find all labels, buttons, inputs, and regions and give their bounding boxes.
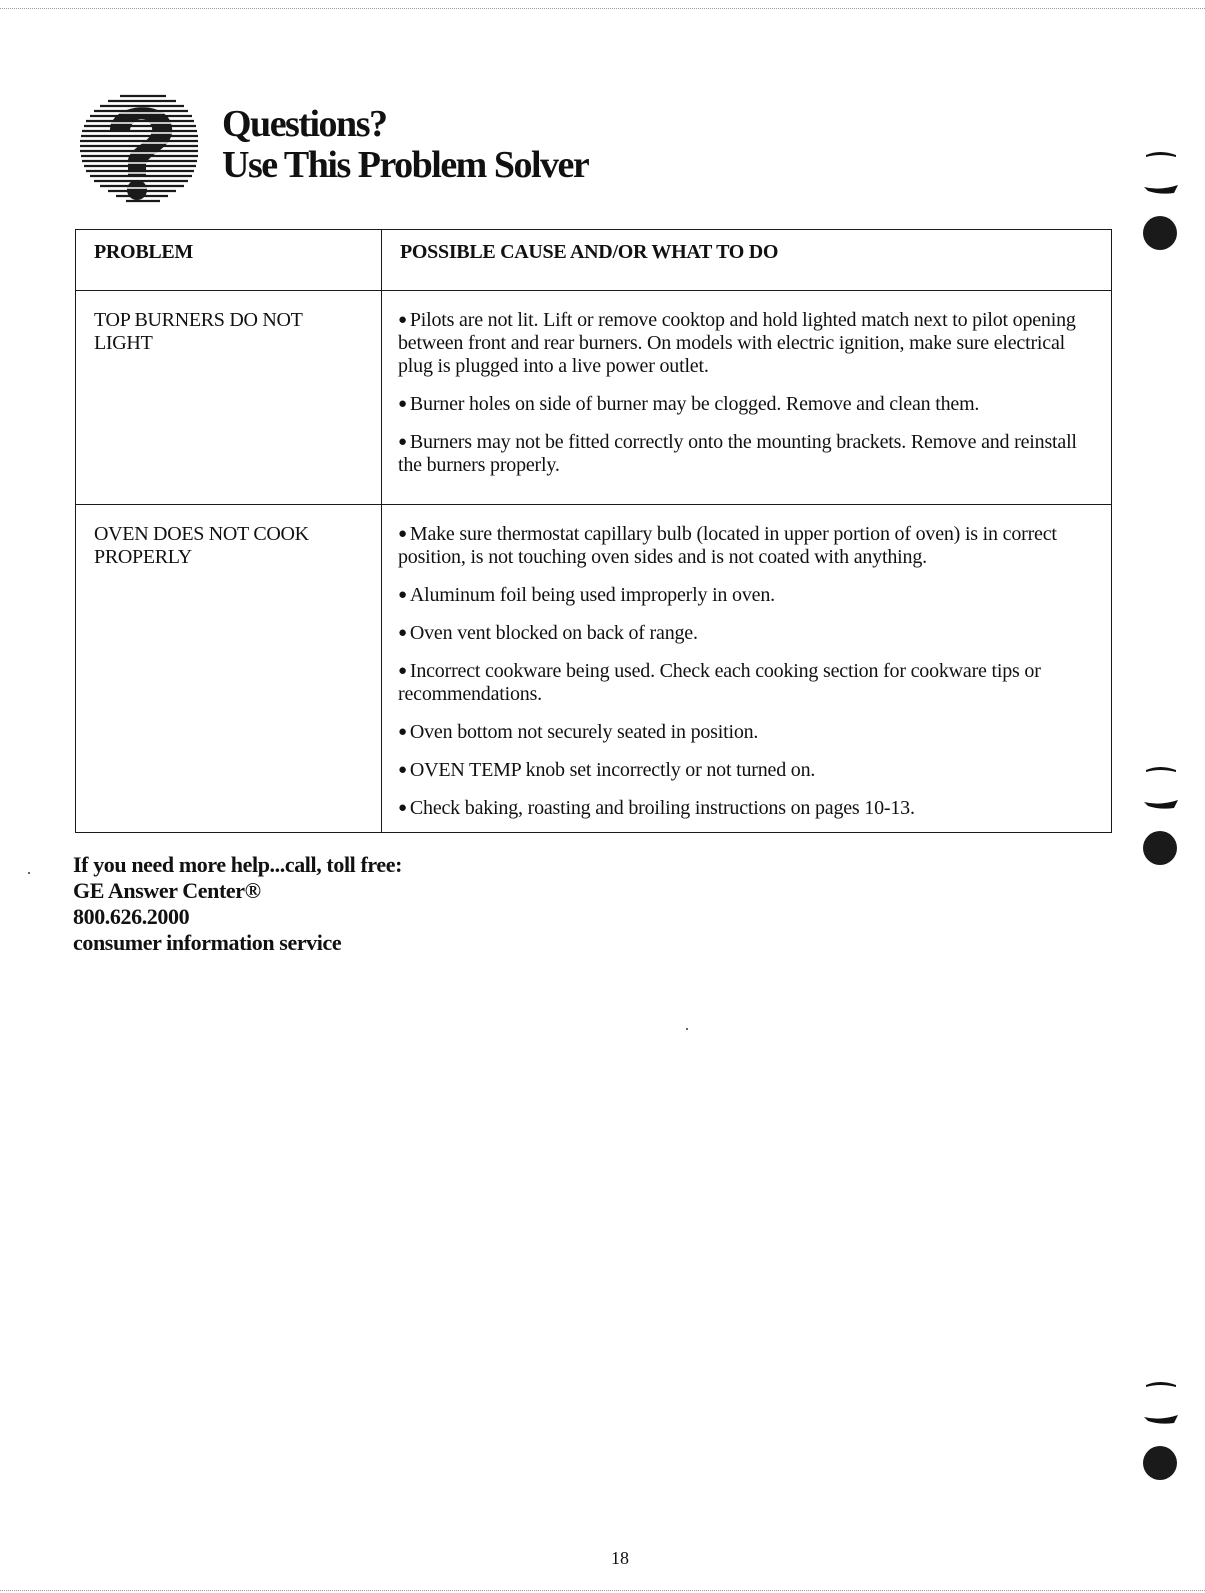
bullet-icon: ●	[398, 762, 407, 778]
problem-solver-table	[75, 229, 1112, 833]
problem-column-header: PROBLEM	[76, 230, 382, 291]
cause-item	[398, 431, 1091, 477]
cause-item	[398, 309, 1091, 378]
cause-text: Pilots are not lit. Lift or remove cooktop and hold lighted match next to pilot opening between front and rear burners. On models with electric ignition, make sure electrical plug is plugged into a live power outlet.	[398, 309, 1076, 377]
bullet-icon: ●	[398, 800, 407, 816]
table-row	[76, 291, 1112, 505]
cause-item	[398, 584, 1091, 607]
cause-column-header: POSSIBLE CAUSE AND/OR WHAT TO DO	[382, 230, 1112, 291]
question-mark-icon	[80, 90, 200, 208]
title-line-1: Questions?	[222, 103, 387, 145]
page-number: 18	[611, 1548, 629, 1568]
bullet-icon: ●	[398, 434, 407, 450]
cause-text: OVEN TEMP knob set incorrectly or not turned on.	[409, 759, 816, 781]
cause-text: Oven vent blocked on back of range.	[409, 622, 698, 644]
help-contact-block	[73, 852, 402, 956]
bullet-icon: ●	[398, 724, 407, 740]
service-description: consumer information service	[73, 930, 342, 955]
bullet-icon: ●	[398, 663, 407, 679]
table-header-row	[76, 230, 1112, 291]
cause-text: Burner holes on side of burner may be clogged. Remove and clean them.	[409, 393, 980, 415]
scan-speck	[28, 872, 30, 874]
answer-center-name: GE Answer Center®	[73, 878, 261, 903]
help-prompt: If you need more help...call, toll free:	[73, 852, 403, 877]
cause-item	[398, 759, 1091, 782]
top-rule	[0, 8, 1205, 9]
cause-item	[398, 523, 1091, 569]
cause-item	[398, 797, 1091, 820]
problem-cell: OVEN DOES NOT COOK PROPERLY	[76, 505, 382, 833]
bullet-icon: ●	[398, 625, 407, 641]
cause-cell	[382, 291, 1112, 505]
binder-hole-mark	[1142, 145, 1182, 255]
cause-text: Check baking, roasting and broiling instructions on pages 10-13.	[409, 797, 915, 819]
cause-text: Oven bottom not securely seated in position.	[409, 721, 759, 743]
cause-item	[398, 622, 1091, 645]
cause-item	[398, 721, 1091, 744]
bullet-icon: ●	[398, 526, 407, 542]
scan-speck	[686, 1028, 688, 1030]
bullet-icon: ●	[398, 312, 407, 328]
table-row	[76, 505, 1112, 833]
cause-text: Burners may not be fitted correctly onto the mounting brackets. Remove and reinstall the burners properly.	[398, 431, 1077, 476]
cause-text: Incorrect cookware being used. Check each cooking section for cookware tips or recommendations.	[398, 660, 1041, 705]
binder-hole-mark	[1142, 760, 1182, 870]
binder-hole-mark	[1142, 1375, 1182, 1485]
cause-cell	[382, 505, 1112, 833]
cause-item	[398, 393, 1091, 416]
cause-text: Aluminum foil being used improperly in oven.	[409, 584, 775, 606]
cause-text: Make sure thermostat capillary bulb (located in upper portion of oven) is in correct position, is not touching oven sides and is not coated with anything.	[398, 523, 1057, 568]
title-line-2: Use This Problem Solver	[222, 144, 589, 186]
problem-cell: TOP BURNERS DO NOT LIGHT	[76, 291, 382, 505]
cause-item	[398, 660, 1091, 706]
bullet-icon: ●	[398, 396, 407, 412]
page-title	[222, 104, 588, 186]
phone-number: 800.626.2000	[73, 904, 190, 929]
bullet-icon: ●	[398, 587, 407, 603]
bottom-rule	[0, 1590, 1205, 1591]
